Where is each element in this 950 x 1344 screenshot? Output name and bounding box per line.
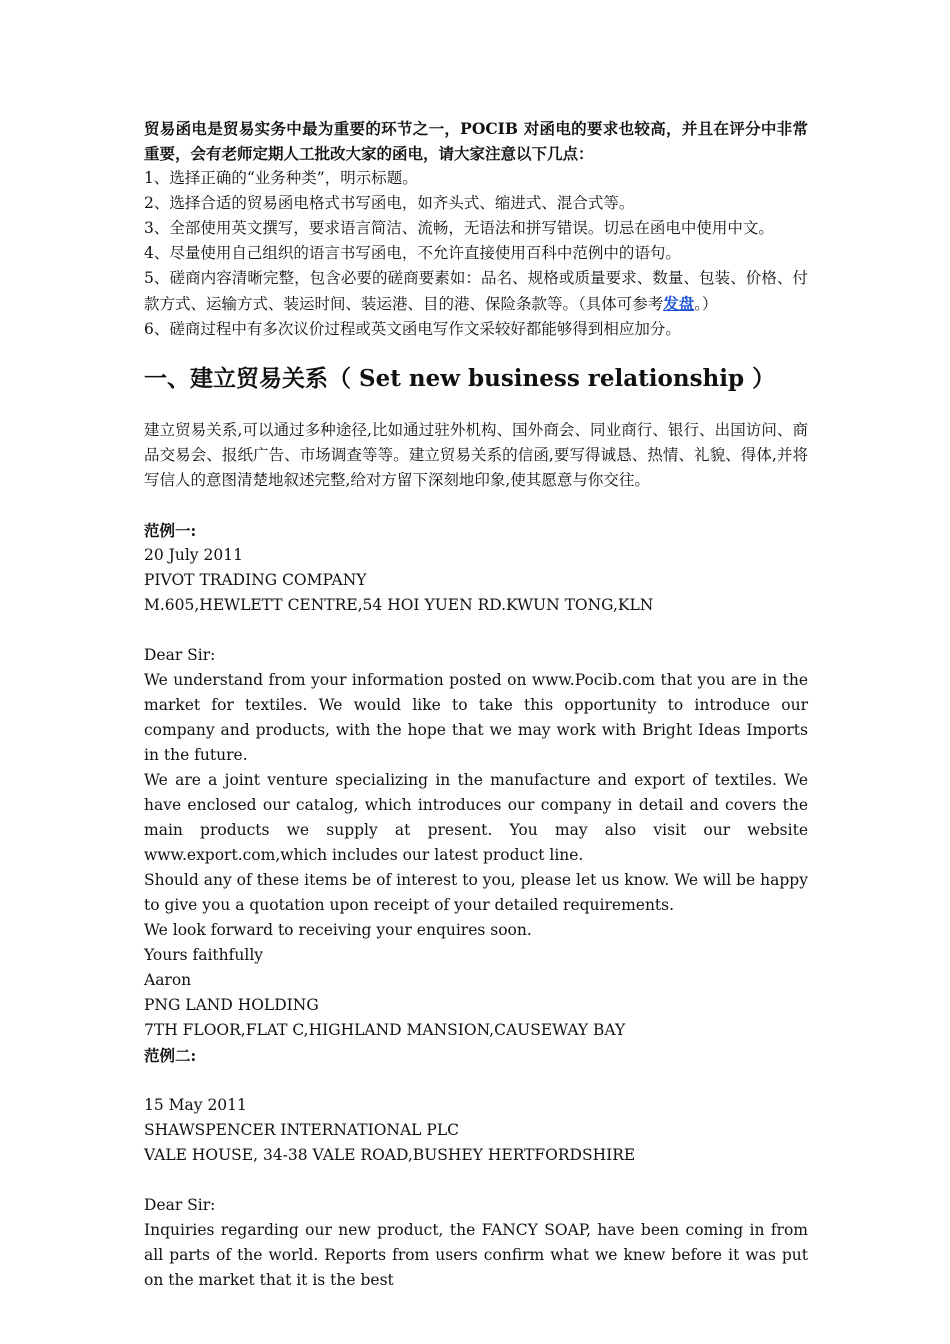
offer-link[interactable]: 发盘 (663, 294, 695, 313)
spacer (144, 493, 808, 518)
requirement-item: 6、磋商过程中有多次议价过程或英文函电写作文采较好都能够得到相应加分。 (144, 320, 681, 338)
recipient-address: M.605,HEWLETT CENTRE,54 HOI YUEN RD.KWUN TONG,KLN (144, 596, 654, 614)
sender-company: PNG LAND HOLDING (144, 996, 319, 1014)
spacer (144, 618, 808, 643)
letter-paragraph: We understand from your information posted on www.Pocib.com that you are in the market for textiles. We would like to take this opportunity to introduce our company and products, with the hope that we may work with Bright Ideas Imports in the future. (144, 671, 808, 764)
section-description: 建立贸易关系,可以通过多种途径,比如通过驻外机构、国外商会、同业商行、银行、出国访问、商品交易会、报纸广告、市场调查等等。建立贸易关系的信函,要写得诚恳、热情、礼貌、得体,并将写信人的意图清楚地叙述完整,给对方留下深刻地印象,使其愿意与你交往。 (144, 421, 808, 489)
letter-paragraph: Should any of these items be of interest to you, please let us know. We will be happy to give you a quotation upon receipt of your detailed requirements. (144, 871, 808, 914)
recipient-company: PIVOT TRADING COMPANY (144, 571, 367, 589)
salutation: Dear Sir: (144, 646, 216, 664)
closing: Yours faithfully (144, 946, 264, 964)
requirement-item: 2、选择合适的贸易函电格式书写函电，如齐头式、缩进式、混合式等。 (144, 194, 635, 212)
recipient-address: VALE HOUSE, 34-38 VALE ROAD,BUSHEY HERTFORDSHIRE (144, 1146, 636, 1164)
spacer (144, 1168, 808, 1193)
requirements-list (144, 166, 808, 342)
letter-paragraph: Inquiries regarding our new product, the FANCY SOAP, have been coming in from all parts of the world. Reports from users confirm what we knew before it was put on the market that it is the best (144, 1221, 808, 1289)
letter-date: 20 July 2011 (144, 546, 243, 564)
requirement-item-5 (144, 266, 808, 317)
letter-date: 15 May 2011 (144, 1096, 247, 1114)
salutation: Dear Sir: (144, 1196, 216, 1214)
requirement-5-text: 5、磋商内容清晰完整，包含必要的磋商要素如：品名、规格或质量要求、数量、包装、价格、付款方式、运输方式、装运时间、装运港、目的港、保险条款等。（具体可参考 (144, 269, 808, 313)
document-content (144, 116, 808, 1293)
letter-paragraph: We are a joint venture specializing in the manufacture and export of textiles. We have enclosed our catalog, which introduces our company in detail and covers the main products we supply at present. You may also visit our website www.export.com,which includes our latest product line. (144, 771, 808, 864)
spacer (144, 1068, 808, 1093)
requirement-item: 4、尽量使用自己组织的语言书写函电，不允许直接使用百科中范例中的语句。 (144, 244, 681, 262)
letter-paragraph: We look forward to receiving your enquires soon. (144, 921, 532, 939)
requirement-5-tail: 。） (694, 295, 718, 313)
sender-name: Aaron (144, 971, 192, 989)
requirement-item: 1、选择正确的“业务种类”，明示标题。 (144, 169, 418, 187)
example-1-label: 范例一: (144, 521, 197, 540)
requirement-item: 3、全部使用英文撰写，要求语言简洁、流畅，无语法和拼写错误。切忌在函电中使用中文。 (144, 219, 774, 237)
recipient-company: SHAWSPENCER INTERNATIONAL PLC (144, 1121, 459, 1139)
section-title: 一、建立贸易关系（ Set new business relationship ） (144, 365, 776, 392)
sender-address: 7TH FLOOR,FLAT C,HIGHLAND MANSION,CAUSEWAY BAY (144, 1021, 626, 1039)
example-2-label: 范例二: (144, 1046, 197, 1065)
intro-heading: 贸易函电是贸易实务中最为重要的环节之一，POCIB 对函电的要求也较高，并且在评分中非常重要，会有老师定期人工批改大家的函电，请大家注意以下几点： (144, 119, 808, 163)
